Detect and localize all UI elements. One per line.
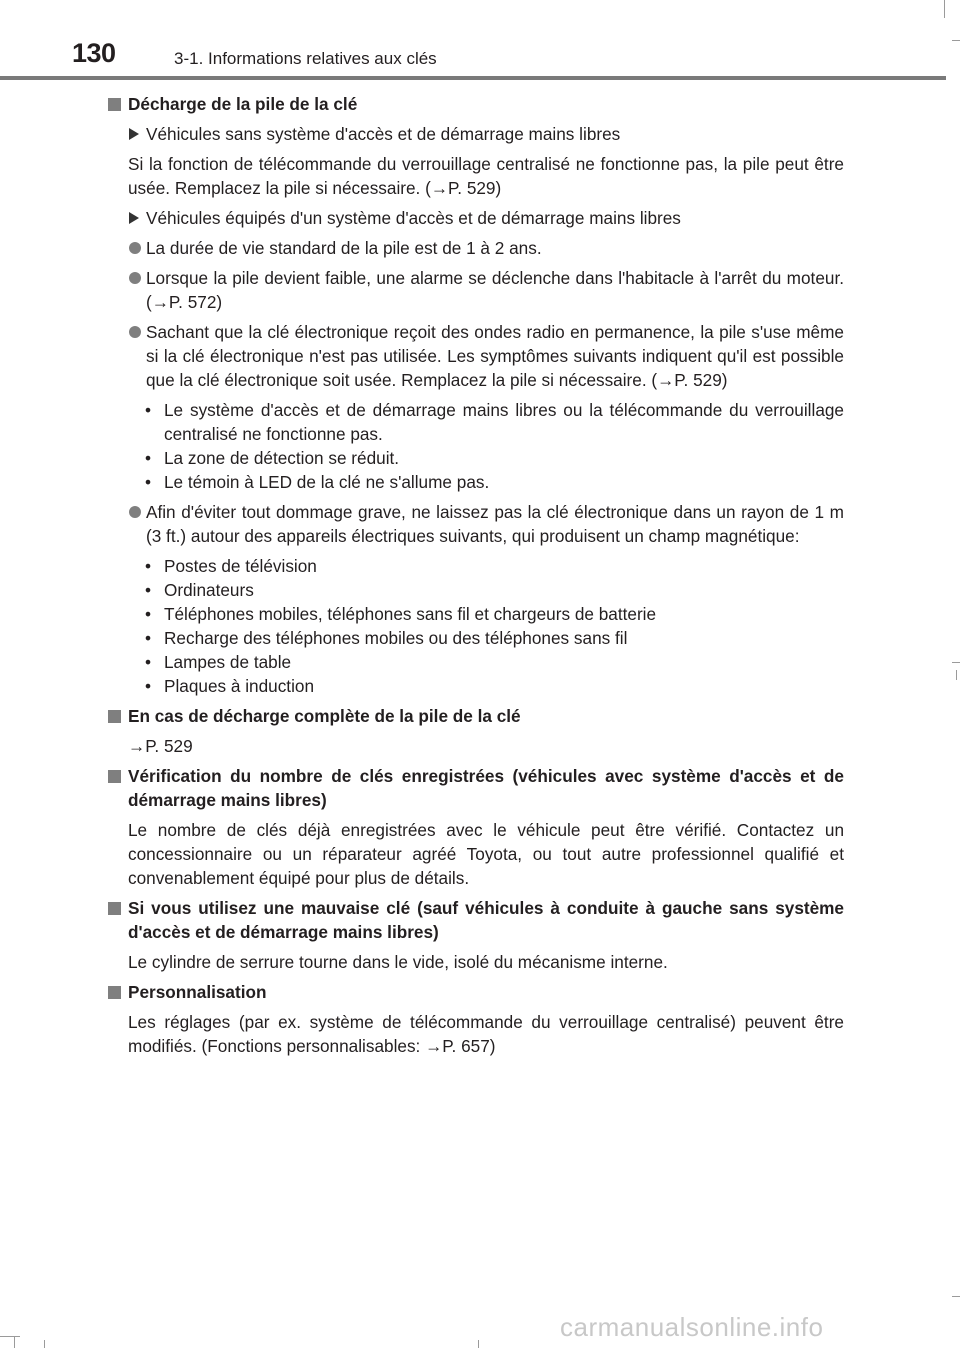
subheading-text: Véhicules sans système d'accès et de démarrage mains libres xyxy=(146,124,621,144)
crop-mark xyxy=(14,1336,15,1348)
list-item xyxy=(108,266,844,314)
section-heading xyxy=(108,764,844,812)
list-item-text: Afin d'éviter tout dommage grave, ne laissez pas la clé électronique dans un rayon de 1 m (3 ft.) autour des appareils électriques suivants, qui produisent un champ magnétique: xyxy=(146,502,844,546)
device-item xyxy=(108,650,844,674)
device-text: Postes de télévision xyxy=(164,556,317,576)
crop-mark xyxy=(944,0,945,18)
device-text: Plaques à induction xyxy=(164,676,315,696)
crop-mark xyxy=(952,662,960,663)
symptom-item xyxy=(108,446,844,470)
section-title: Si vous utilisez une mauvaise clé (sauf véhicules à conduite à gauche sans système d'accès et de démarrage mains libres) xyxy=(128,898,844,942)
crop-mark xyxy=(952,40,960,41)
section-title: Vérification du nombre de clés enregistrées (véhicules avec système d'accès et de démarrage mains libres) xyxy=(128,766,844,810)
subheading xyxy=(108,206,844,230)
list-item-text: La durée de vie standard de la pile est de 1 à 2 ans. xyxy=(146,238,542,258)
crop-mark xyxy=(44,1340,45,1348)
device-item xyxy=(108,674,844,698)
device-text: Recharge des téléphones mobiles ou des téléphones sans fil xyxy=(164,628,628,648)
section-heading xyxy=(108,704,844,728)
device-text: Ordinateurs xyxy=(164,580,254,600)
device-item xyxy=(108,554,844,578)
chapter-title: 3-1. Informations relatives aux clés xyxy=(174,49,437,68)
page-number: 130 xyxy=(72,38,116,68)
section-heading xyxy=(108,92,844,116)
bullet-glyph: • xyxy=(145,652,152,672)
device-item xyxy=(108,626,844,650)
device-list xyxy=(108,554,844,698)
square-bullet-icon xyxy=(108,902,121,915)
triangle-arrow-icon xyxy=(129,128,139,140)
crop-mark xyxy=(478,1340,479,1348)
paragraph: Le cylindre de serrure tourne dans le vide, isolé du mécanisme interne. xyxy=(128,952,668,972)
subheading-text: Véhicules équipés d'un système d'accès et de démarrage mains libres xyxy=(146,208,681,228)
list-item-text: Lorsque la pile devient faible, une alarme se déclenche dans l'habitacle à l'arrêt du moteur. (→P. 572) xyxy=(146,268,844,312)
page-content xyxy=(108,92,844,1064)
section-title: Décharge de la pile de la clé xyxy=(128,94,358,114)
bullet-glyph: • xyxy=(145,580,152,600)
circle-bullet-icon xyxy=(129,242,141,254)
bullet-glyph: • xyxy=(145,448,152,468)
bullet-glyph: • xyxy=(145,400,152,420)
circle-bullet-icon xyxy=(129,272,141,284)
page-reference-link[interactable]: →P. 529 xyxy=(128,736,193,756)
device-text: Lampes de table xyxy=(164,652,292,672)
section-heading xyxy=(108,896,844,944)
list-item xyxy=(108,500,844,548)
device-item xyxy=(108,578,844,602)
symptom-text: Le système d'accès et de démarrage mains libres ou la télécommande du verrouillage centralisé ne fonctionne pas. xyxy=(164,400,844,444)
symptom-item xyxy=(108,398,844,446)
bullet-glyph: • xyxy=(145,556,152,576)
bullet-glyph: • xyxy=(145,604,152,624)
bullet-glyph: • xyxy=(145,628,152,648)
device-item xyxy=(108,602,844,626)
circle-bullet-icon xyxy=(129,326,141,338)
watermark: carmanualsonline.info xyxy=(560,1312,824,1342)
subheading xyxy=(108,122,844,146)
square-bullet-icon xyxy=(108,770,121,783)
bullet-glyph: • xyxy=(145,676,152,696)
square-bullet-icon xyxy=(108,986,121,999)
square-bullet-icon xyxy=(108,710,121,723)
section-heading xyxy=(108,980,844,1004)
crop-mark xyxy=(952,1296,960,1297)
list-item xyxy=(108,236,844,260)
paragraph: Si la fonction de télécommande du verrouillage centralisé ne fonctionne pas, la pile peut être usée. Remplacez la pile si nécessaire. (→P. 529) xyxy=(128,154,844,198)
symptom-list xyxy=(108,398,844,494)
paragraph: Les réglages (par ex. système de télécommande du verrouillage centralisé) peuvent être modifiés. (Fonctions personnalisables: →P. 657) xyxy=(128,1012,844,1056)
section-title: Personnalisation xyxy=(128,982,267,1002)
section-title: En cas de décharge complète de la pile de la clé xyxy=(128,706,521,726)
list-item xyxy=(108,320,844,392)
crop-mark xyxy=(956,670,957,680)
bullet-glyph: • xyxy=(145,472,152,492)
device-text: Téléphones mobiles, téléphones sans fil et chargeurs de batterie xyxy=(164,604,657,624)
symptom-item xyxy=(108,470,844,494)
symptom-text: Le témoin à LED de la clé ne s'allume pas. xyxy=(164,472,490,492)
paragraph: Le nombre de clés déjà enregistrées avec le véhicule peut être vérifié. Contactez un concessionnaire ou un réparateur agréé Toyota, ou tout autre professionnel qualifié et convenablement équipé pour plus de détails. xyxy=(128,820,844,888)
square-bullet-icon xyxy=(108,98,121,111)
circle-bullet-icon xyxy=(129,506,141,518)
crop-mark xyxy=(0,1336,20,1337)
header-rule xyxy=(0,76,946,80)
symptom-text: La zone de détection se réduit. xyxy=(164,448,400,468)
triangle-arrow-icon xyxy=(129,212,139,224)
list-item-text: Sachant que la clé électronique reçoit des ondes radio en permanence, la pile s'use même si la clé électronique n'est pas utilisée. Les symptômes suivants indiquent qu'il est possible que la clé électronique soit usée. Remplacez la pile si nécessaire. (→P. 529) xyxy=(146,322,844,390)
